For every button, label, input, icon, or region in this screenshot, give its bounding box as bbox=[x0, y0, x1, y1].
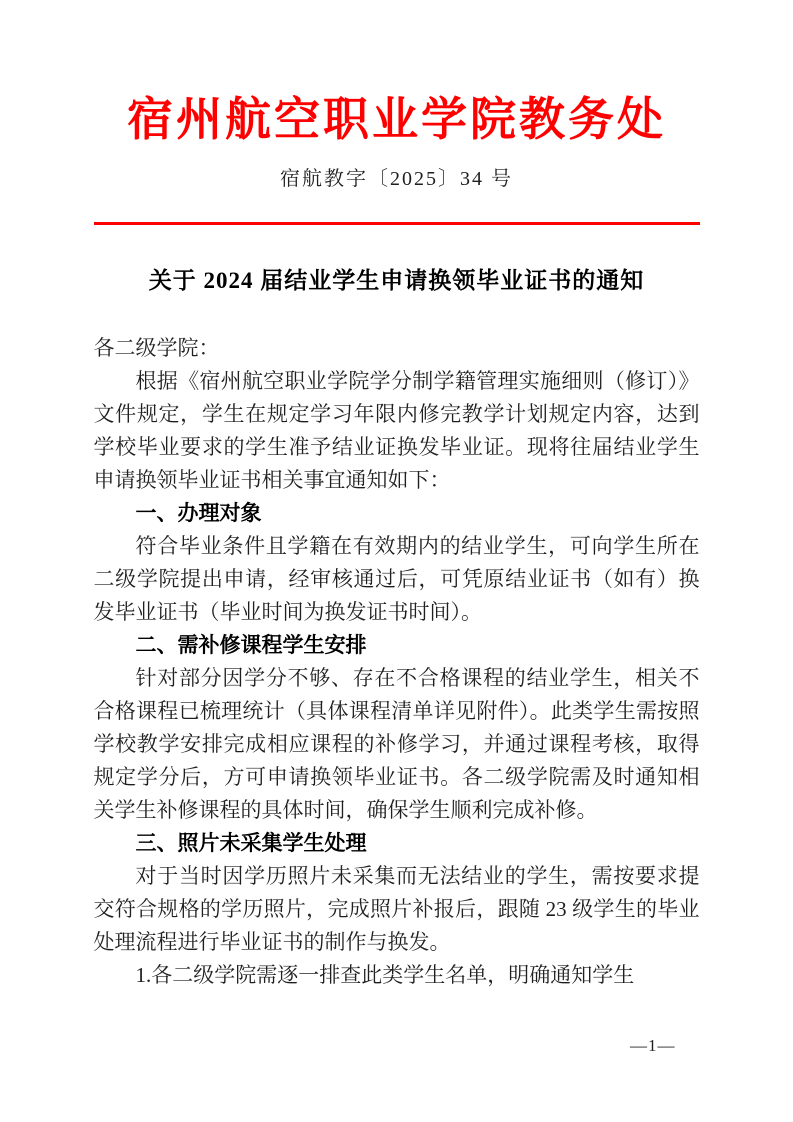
letterhead bbox=[0, 0, 793, 191]
red-divider-rule bbox=[94, 222, 700, 225]
salutation: 各二级学院： bbox=[93, 335, 220, 360]
body-paragraph: 根据《宿州航空职业学院学分制学籍管理实施细则（修订）》文件规定，学生在规定学习年限内修完教学计划规定内容，达到学校毕业要求的学生准予结业证换发毕业证。现将往届结业学生申请换领毕业证书相关事宜通知如下： bbox=[93, 368, 700, 492]
section-heading: 三、照片未采集学生处理 bbox=[135, 830, 367, 855]
page-number: —1— bbox=[630, 1036, 676, 1055]
body-paragraph: 1.各二级学院需逐一排查此类学生名单，明确通知学生 bbox=[135, 962, 635, 987]
section-heading: 一、办理对象 bbox=[135, 500, 262, 525]
document-main bbox=[94, 266, 700, 992]
body-paragraph: 对于当时因学历照片未采集而无法结业的学生，需按要求提交符合规格的学历照片，完成照片补报后，跟随 23 级学生的毕业处理流程进行毕业证书的制作与换发。 bbox=[93, 863, 700, 954]
doc-number: 宿航教字〔2025〕34 号 bbox=[280, 167, 513, 190]
body-paragraph: 针对部分因学分不够、存在不合格课程的结业学生，相关不合格课程已梳理统计（具体课程清单详见附件）。此类学生需按照学校教学安排完成相应课程的补修学习，并通过课程考核，取得规定学分后，方可申请换领毕业证书。各二级学院需及时通知相关学生补修课程的具体时间，确保学生顺利完成补修。 bbox=[93, 665, 700, 822]
body-paragraph: 符合毕业条件且学籍在有效期内的结业学生，可向学生所在二级学院提出申请，经审核通过后，可凭原结业证书（如有）换发毕业证书（毕业时间为换发证书时间）。 bbox=[93, 533, 700, 624]
org-title: 宿州航空职业学院教务处 bbox=[127, 94, 666, 145]
document-title: 关于 2024 届结业学生申请换领毕业证书的通知 bbox=[148, 267, 645, 293]
document-body bbox=[94, 332, 700, 992]
section-heading: 二、需补修课程学生安排 bbox=[135, 632, 367, 657]
